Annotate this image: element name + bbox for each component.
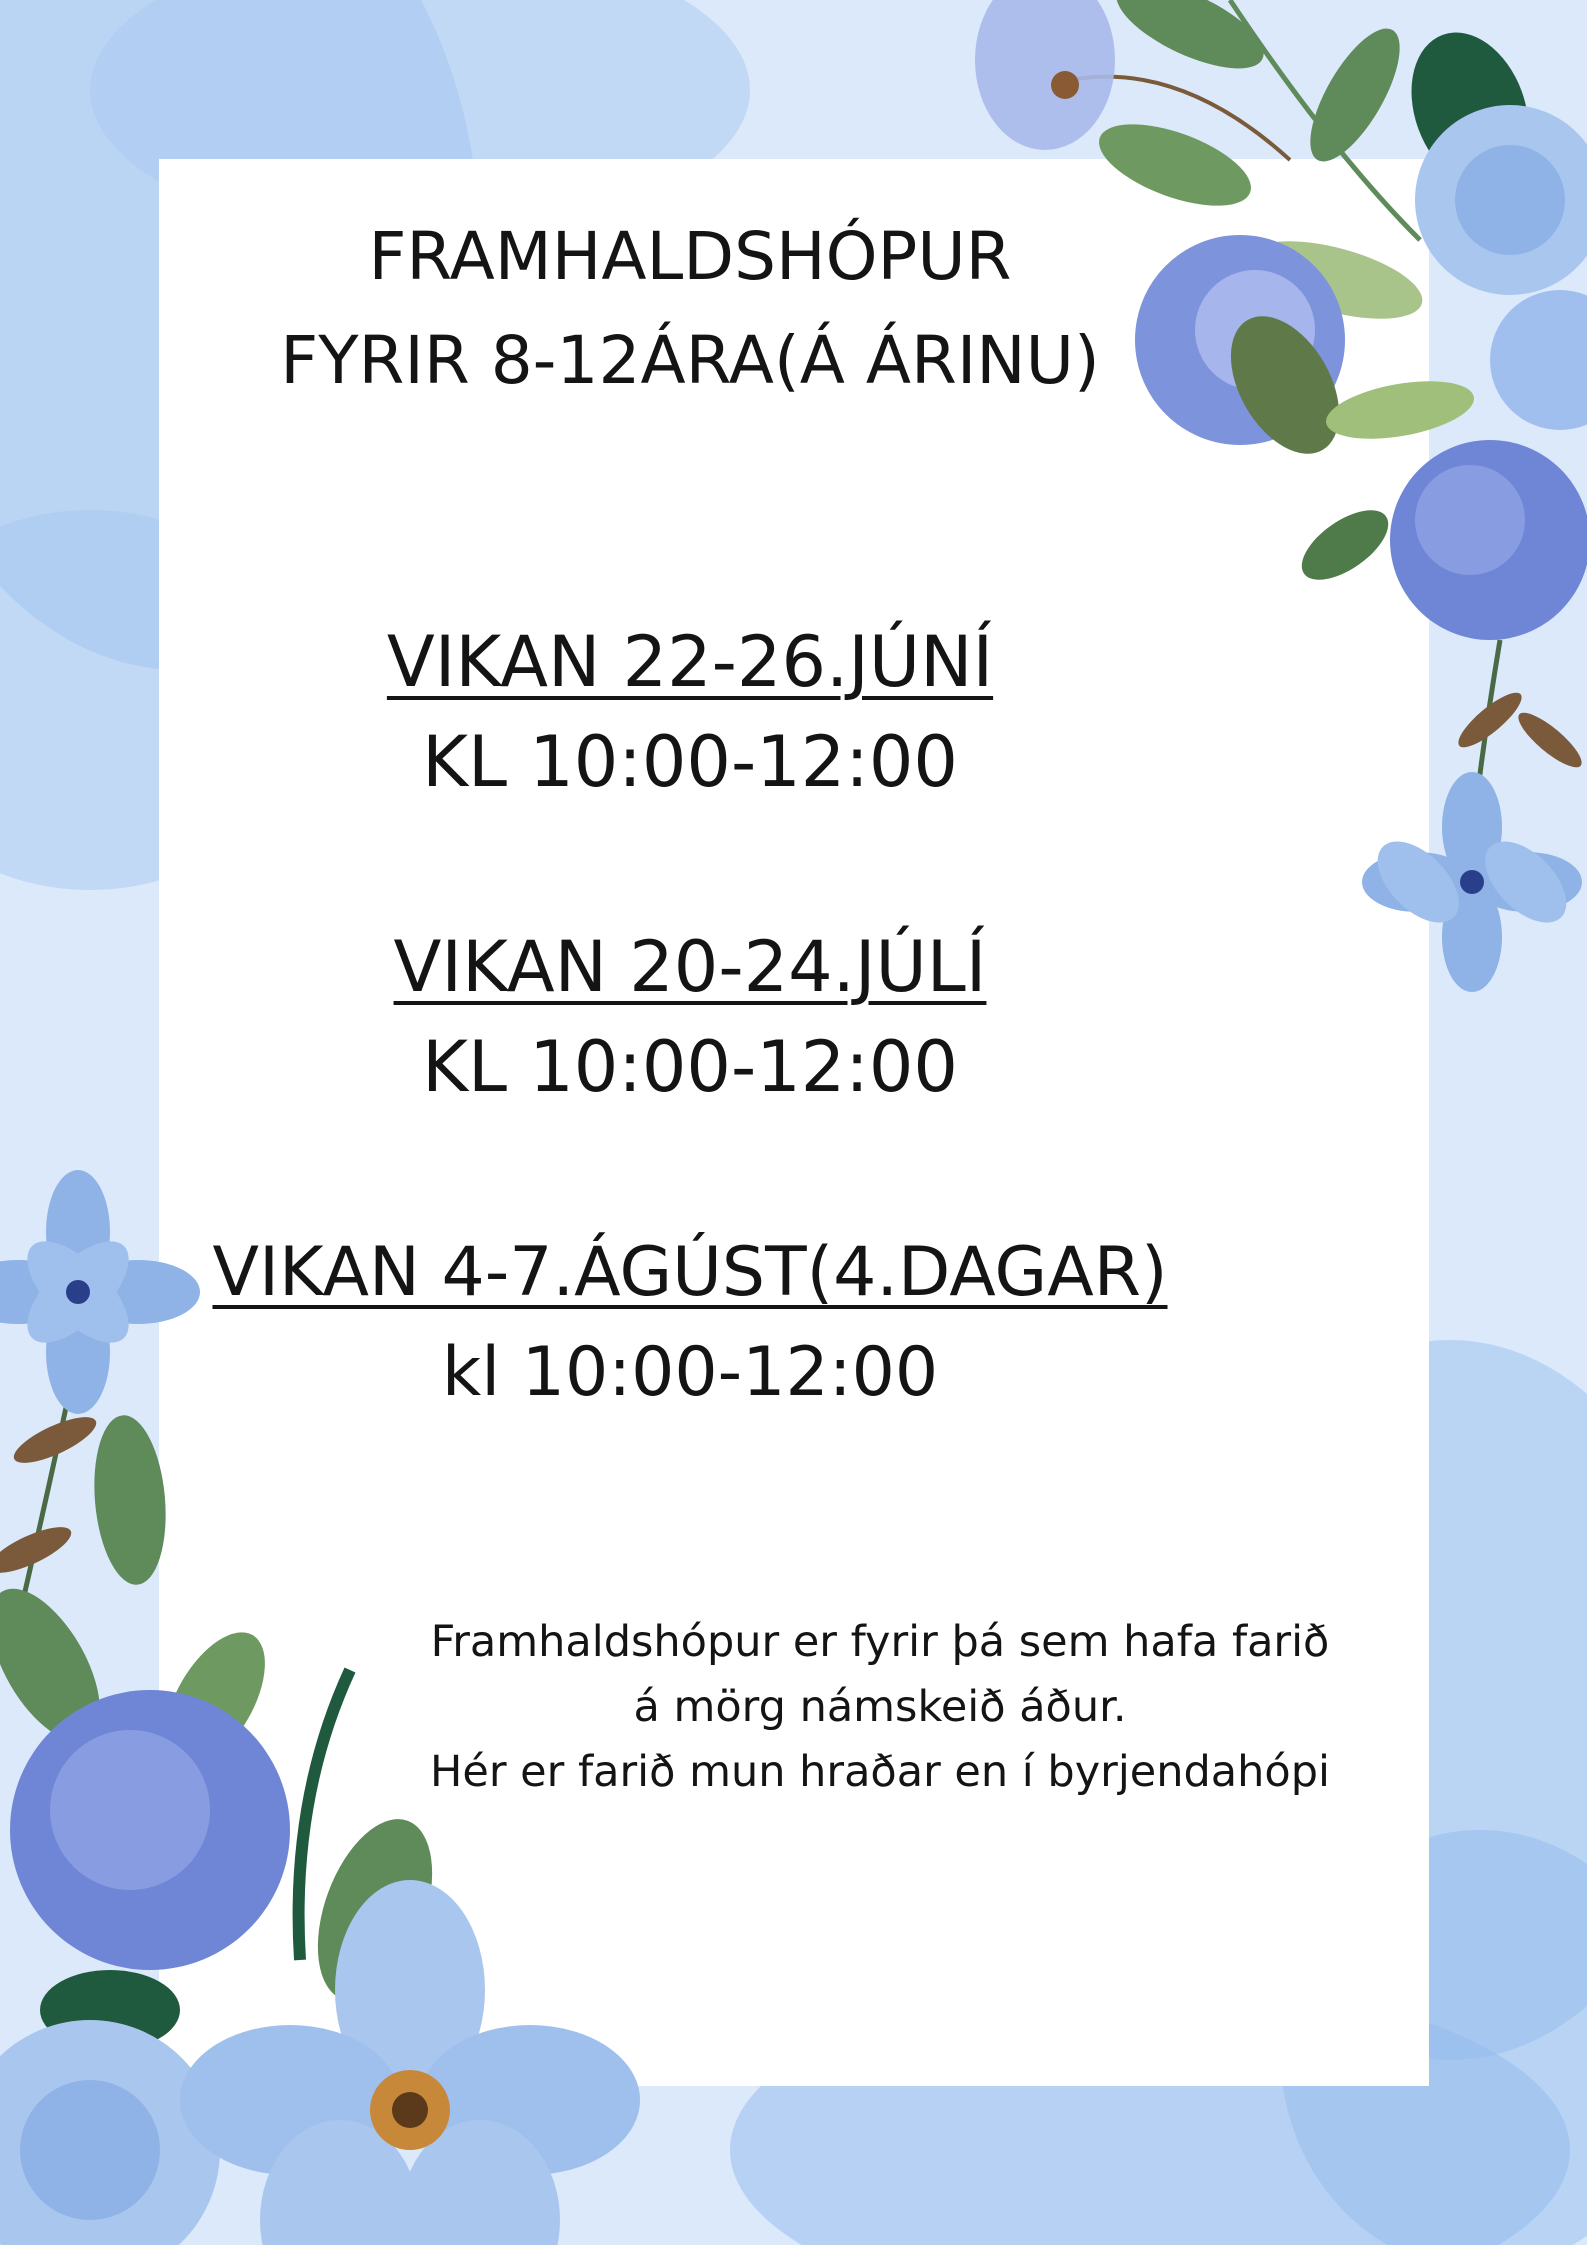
flyer-title [159, 205, 1221, 413]
week-block-3 [159, 1223, 1221, 1423]
week-heading: VIKAN 22-26.JÚNÍ [386, 621, 994, 703]
title-line-2: FYRIR 8-12ÁRA(Á ÁRINU) [280, 322, 1100, 399]
note-line: Framhaldshópur er fyrir þá sem hafa farið [430, 1617, 1330, 1667]
title-line-1: FRAMHALDSHÓPUR [368, 218, 1012, 295]
week-heading: VIKAN 20-24.JÚLÍ [393, 926, 987, 1008]
week-time: KL 10:00-12:00 [422, 721, 958, 803]
week-time: kl 10:00-12:00 [441, 1333, 939, 1412]
week-block-2 [159, 917, 1221, 1117]
note-line: Hér er farið mun hraðar en í byrjendahópi [430, 1747, 1330, 1797]
week-block-1 [159, 612, 1221, 812]
description-note [400, 1610, 1360, 1805]
note-line: á mörg námskeið áður. [633, 1682, 1127, 1732]
week-heading: VIKAN 4-7.ÁGÚST(4.DAGAR) [212, 1233, 1168, 1312]
week-time: KL 10:00-12:00 [422, 1026, 958, 1108]
